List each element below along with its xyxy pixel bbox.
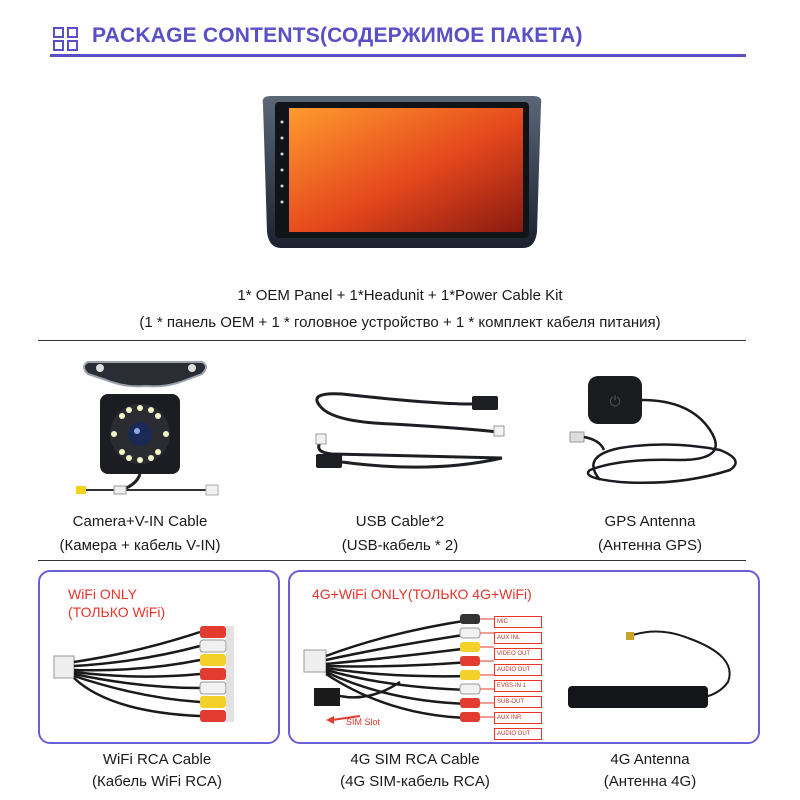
wifi-rca-label-ru: (Кабель WiFi RCA) (92, 773, 222, 790)
divider (38, 340, 746, 341)
usb-label-ru: (USB-кабель * 2) (341, 537, 459, 554)
4g-antenna-label-en: 4G Antenna (610, 751, 690, 768)
port-label: SUB-OUT (494, 696, 542, 708)
package-grid-icon (52, 26, 82, 52)
camera-label-ru: (Камера + кабель V-IN) (59, 537, 221, 554)
wifi-only-box (38, 570, 280, 744)
port-label: AUDIO OUT (494, 664, 542, 676)
4g-antenna-image (558, 626, 748, 726)
usb-label-en: USB Cable*2 (355, 513, 445, 530)
divider (38, 560, 746, 561)
wifi-rca-cable-image (50, 612, 250, 732)
page-title: PACKAGE CONTENTS(СОДЕРЖИМОЕ ПАКЕТА) (92, 24, 583, 47)
wifi-rca-label-en: WiFi RCA Cable (102, 751, 212, 768)
port-label: VIDEO OUT (494, 648, 542, 660)
sim-slot-label: SIM Slot (346, 717, 381, 727)
port-label: AUDIO OUT (494, 728, 542, 740)
port-label: AUX INR (494, 712, 542, 724)
usb-cable-image (312, 382, 512, 482)
port-label: EVBS-IN 1 (494, 680, 542, 692)
svg-text:⏻: ⏻ (609, 394, 621, 410)
headunit-caption-en: 1* OEM Panel + 1*Headunit + 1*Power Cable Kit (237, 287, 563, 304)
wifi-only-tag-ru: (ТОЛЬКО WiFi) (68, 604, 166, 620)
4g-sim-rca-label-en: 4G SIM RCA Cable (350, 751, 480, 768)
wifi-only-tag: WiFi ONLY (68, 586, 137, 602)
port-labels (494, 616, 542, 744)
headunit-image (255, 92, 549, 252)
4g-wifi-box (288, 570, 760, 744)
camera-label-en: Camera+V-IN Cable (72, 513, 208, 530)
title-underline (50, 54, 746, 57)
gps-label-ru: (Антенна GPS) (597, 537, 703, 554)
gps-antenna-image (560, 370, 750, 500)
camera-image (66, 352, 226, 502)
port-label: AUX INL (494, 632, 542, 644)
4g-wifi-only-tag: 4G+WiFi ONLY(ТОЛЬКО 4G+WiFi) (312, 586, 532, 602)
4g-sim-rca-label-ru: (4G SIM-кабель RCA) (340, 773, 490, 790)
gps-label-en: GPS Antenna (604, 513, 696, 530)
headunit-caption-ru: (1 * панель OEM + 1 * головное устройство + 1 * комплект кабеля питания) (139, 314, 661, 331)
port-label: MIC (494, 616, 542, 628)
4g-antenna-label-ru: (Антенна 4G) (603, 773, 697, 790)
